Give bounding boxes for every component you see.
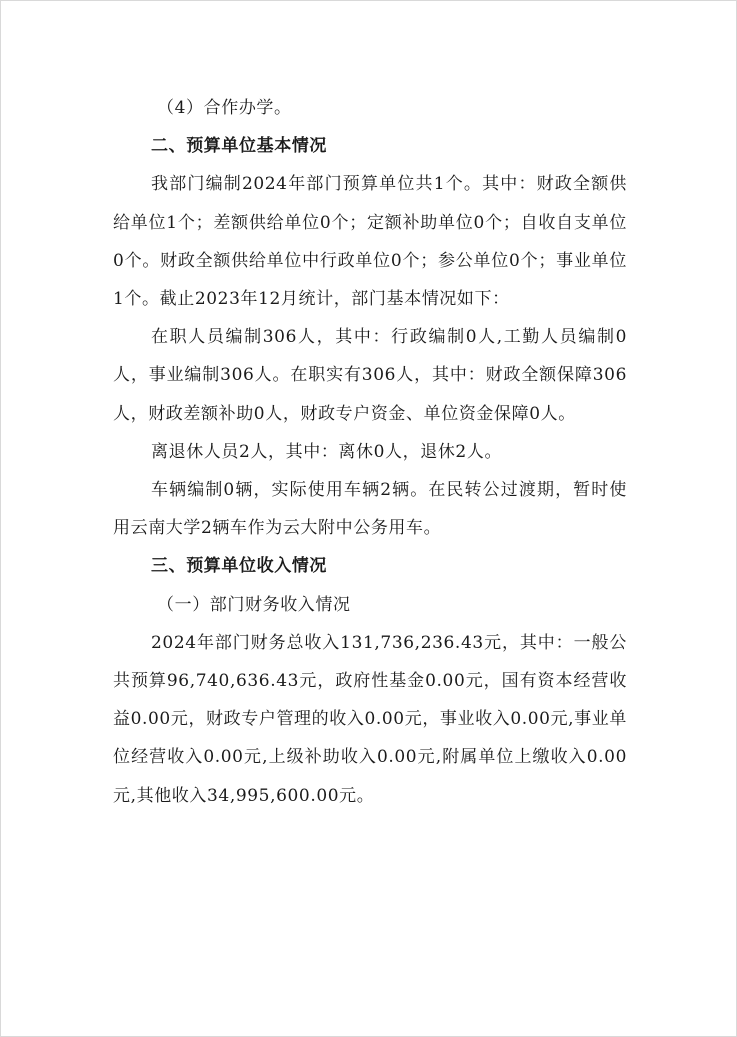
document-body: [113, 89, 627, 815]
paragraph-retired: 离退休人员2人，其中：离休0人，退休2人。: [151, 441, 503, 462]
paragraph-vehicles: 车辆编制0辆，实际使用车辆2辆。在民转公过渡期，暂时使用云南大学2辆车作为云大附中公务用车。: [113, 480, 627, 539]
list-item-cooperative-education: （4）合作办学。: [157, 98, 292, 118]
paragraph-budget-units: 我部门编制2024年部门预算单位共1个。其中：财政全额供给单位1个；差额供给单位0个；定额补助单位0个；自收自支单位0个。财政全额供给单位中行政单位0个；参公单位0个；事业单位1个。截止2023年12月统计，部门基本情况如下：: [113, 174, 627, 310]
section-heading-budget-unit-income: 三、预算单位收入情况: [151, 556, 327, 577]
section-heading-budget-unit-overview: 二、预算单位基本情况: [151, 136, 327, 157]
paragraph-staff: 在职人员编制306人，其中：行政编制0人,工勤人员编制0人，事业编制306人。在职实有306人，其中：财政全额保障306人，财政差额补助0人，财政专户资金、单位资金保障0人。: [113, 327, 627, 424]
subsection-heading-financial-income: （一）部门财务收入情况: [157, 594, 351, 615]
paragraph-income: 2024年部门财务总收入131,736,236.43元，其中：一般公共预算96,740,636.43元，政府性基金0.00元，国有资本经营收益0.00元，财政专户管理的收入0.00元，事业收入0.00元,事业单位经营收入0.00元,上级补助收入0.00元,附属单位上缴收入0.00元,其他收入34,995,600.00元。: [113, 632, 627, 806]
